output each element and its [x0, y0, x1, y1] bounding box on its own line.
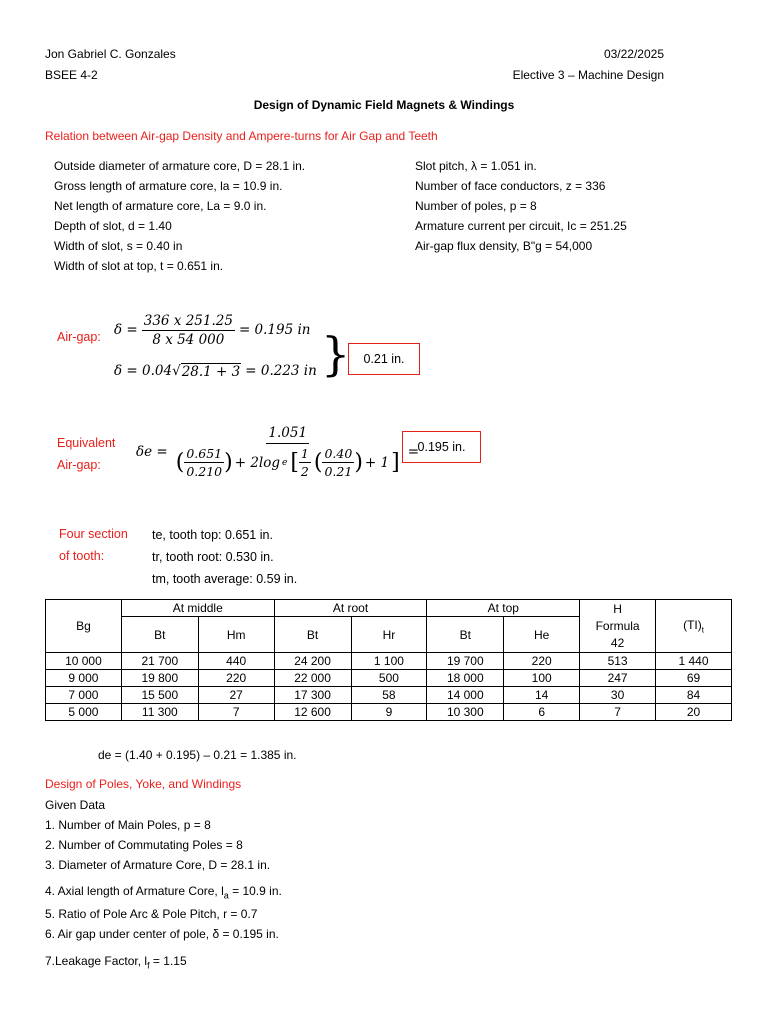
course-name: Elective 3 – Machine Design	[512, 68, 664, 82]
header-at-root: At root	[274, 600, 427, 617]
given-left-item: Net length of armature core, La = 9.0 in.	[54, 199, 267, 213]
table-cell: 6	[504, 704, 580, 721]
table-cell: 440	[198, 653, 274, 670]
given-left-item: Width of slot at top, t = 0.651 in.	[54, 259, 224, 273]
table-cell: 10 300	[427, 704, 504, 721]
subheader-hr: Hr	[351, 617, 427, 653]
table-cell: 10 000	[46, 653, 122, 670]
given-item: 1. Number of Main Poles, p = 8	[45, 818, 211, 832]
eq2-lhs: δ = 0.04	[114, 363, 173, 379]
given-right-list	[415, 156, 627, 256]
plus-one-text: + 1	[364, 454, 390, 471]
header-at-middle: At middle	[121, 600, 274, 617]
paren-open-icon: (	[175, 450, 185, 475]
given-right-item: Air-gap flux density, B"g = 54,000	[415, 239, 593, 253]
half-denominator: 2	[300, 464, 309, 479]
given-item: 2. Number of Commutating Poles = 8	[45, 838, 243, 852]
document-date: 03/22/2025	[603, 47, 664, 61]
tooth-values	[152, 524, 297, 590]
paren-open-icon: (	[313, 450, 323, 475]
half-numerator: 1	[300, 446, 309, 461]
eq1-denominator: 8 x 54 000	[152, 331, 225, 348]
table-cell: 500	[351, 670, 427, 687]
f2-denominator: 0.21	[324, 464, 353, 479]
header-ti	[656, 600, 732, 653]
equiv-airgap-equation	[136, 424, 419, 480]
table-cell: 100	[504, 670, 580, 687]
plus-log-text: + 2log	[234, 454, 280, 471]
eq2-rhs: = 0.223 in	[245, 363, 317, 379]
table-cell: 14	[504, 687, 580, 704]
tooth-average-line: tm, tooth average: 0.59 in.	[152, 572, 298, 586]
table-cell: 18 000	[427, 670, 504, 687]
tooth-label-2: of tooth:	[59, 549, 105, 563]
subheader-bt: Bt	[274, 617, 351, 653]
table-cell: 11 300	[121, 704, 198, 721]
tooth-top-line: te, tooth top: 0.651 in.	[152, 528, 273, 542]
item7-text: 7.Leakage Factor, l	[45, 954, 148, 968]
table-cell: 20	[656, 704, 732, 721]
equiv-equals: =	[407, 444, 420, 460]
table-cell: 1 440	[656, 653, 732, 670]
given-item: 6. Air gap under center of pole, δ = 0.195 in.	[45, 927, 279, 941]
eq2-radicand: 28.1 + 3	[181, 363, 241, 380]
airgap-label: Air-gap:	[57, 330, 101, 344]
item7-value: = 1.15	[149, 954, 187, 968]
given-left-item: Depth of slot, d = 1.40	[54, 219, 172, 233]
table-cell: 69	[656, 670, 732, 687]
header-at-top: At top	[427, 600, 580, 617]
section-code: BSEE 4-2	[45, 68, 98, 82]
paren-close-icon: )	[224, 450, 233, 475]
given-left-item: Outside diameter of armature core, D = 28.1 in.	[54, 159, 306, 173]
table-cell: 84	[656, 687, 732, 704]
airgap-result-box: 0.21 in.	[348, 343, 420, 375]
equiv-denominator	[174, 444, 402, 479]
item7-subscript: f	[147, 960, 150, 971]
given-data-list	[45, 815, 270, 875]
eq1-rhs: = 0.195 in	[238, 322, 311, 338]
table-cell: 12 600	[274, 704, 351, 721]
given-item-4	[45, 884, 282, 900]
item4-subscript: a	[223, 890, 229, 901]
tooth-label-1: Four section	[59, 527, 128, 541]
document-title: Design of Dynamic Field Magnets & Windings	[253, 98, 515, 112]
equiv-lhs: δe =	[136, 444, 168, 460]
given-item: 5. Ratio of Pole Arc & Pole Pitch, r = 0.7	[45, 907, 258, 921]
section2-heading: Design of Poles, Yoke, and Windings	[45, 777, 242, 791]
table-cell: 17 300	[274, 687, 351, 704]
h-formula-line: Formula	[595, 618, 640, 633]
table-cell: 247	[580, 670, 656, 687]
curly-brace-icon: }	[321, 327, 351, 381]
table-row	[46, 687, 732, 704]
section1-heading: Relation between Air-gap Density and Ampere-turns for Air Gap and Teeth	[45, 129, 438, 143]
table-cell: 220	[504, 653, 580, 670]
item4-text: 4. Axial length of Armature Core, l	[45, 884, 224, 898]
table-row	[46, 704, 732, 721]
eq1-fraction	[142, 313, 235, 348]
given-right-item: Slot pitch, λ = 1.051 in.	[415, 159, 537, 173]
subheader-he: He	[504, 617, 580, 653]
equiv-airgap-result-box: 0.195 in.	[402, 431, 481, 463]
f2-numerator: 0.40	[324, 446, 353, 461]
given-left-item: Gross length of armature core, la = 10.9 in.	[54, 179, 283, 193]
table-cell: 19 700	[427, 653, 504, 670]
given-right-item: Armature current per circuit, Ic = 251.25	[415, 219, 627, 233]
table-cell: 7	[580, 704, 656, 721]
table-cell: 14 000	[427, 687, 504, 704]
f1-denominator: 0.210	[186, 464, 223, 479]
h-formula-line: 42	[610, 635, 625, 650]
table-cell: 7	[198, 704, 274, 721]
table-cell: 19 800	[121, 670, 198, 687]
given-left-list	[54, 156, 305, 276]
table-row	[46, 653, 732, 670]
equiv-airgap-label-1: Equivalent	[57, 436, 116, 450]
table-cell: 21 700	[121, 653, 198, 670]
table-cell: 22 000	[274, 670, 351, 687]
header-h-formula	[580, 600, 656, 653]
table-cell: 9	[351, 704, 427, 721]
table-cell: 58	[351, 687, 427, 704]
table-cell: 5 000	[46, 704, 122, 721]
given-data-list-2	[45, 904, 279, 944]
table-cell: 7 000	[46, 687, 122, 704]
given-right-item: Number of face conductors, z = 336	[415, 179, 606, 193]
table-cell: 9 000	[46, 670, 122, 687]
subheader-bt: Bt	[427, 617, 504, 653]
paren-close-icon: )	[354, 450, 363, 475]
subheader-bt: Bt	[121, 617, 198, 653]
bracket-open-icon: [	[290, 450, 299, 475]
equiv-fraction	[174, 425, 402, 479]
header-bg: Bg	[46, 600, 122, 653]
airgap-equation-1	[114, 310, 311, 350]
f2-fraction	[322, 446, 354, 479]
given-item-7	[45, 954, 187, 970]
subheader-hm: Hm	[198, 617, 274, 653]
h-formula-line: H	[613, 601, 622, 616]
equiv-numerator: 1.051	[266, 425, 309, 444]
table-cell: 513	[580, 653, 656, 670]
eq1-lhs: δ =	[114, 322, 138, 338]
table-header-row	[46, 600, 732, 617]
given-data-label: Given Data	[45, 798, 106, 812]
given-left-item: Width of slot, s = 0.40 in	[54, 239, 183, 253]
table-cell: 15 500	[121, 687, 198, 704]
f1-fraction	[184, 446, 224, 479]
given-right-item: Number of poles, p = 8	[415, 199, 537, 213]
table-row	[46, 670, 732, 687]
flux-density-table	[45, 599, 732, 721]
ti-subscript: t	[701, 625, 704, 635]
sqrt-icon: √	[172, 363, 181, 379]
log-base: e	[282, 457, 288, 468]
tooth-root-line: tr, tooth root: 0.530 in.	[152, 550, 274, 564]
ti-text: (TI)	[683, 617, 702, 632]
table-cell: 220	[198, 670, 274, 687]
item4-value: = 10.9 in.	[228, 884, 282, 898]
airgap-equation-2	[114, 360, 317, 382]
author-name: Jon Gabriel C. Gonzales	[45, 47, 176, 61]
given-item: 3. Diameter of Armature Core, D = 28.1 in.	[45, 858, 271, 872]
bracket-close-icon: ]	[391, 450, 400, 475]
de-equation: de = (1.40 + 0.195) – 0.21 = 1.385 in.	[98, 748, 297, 762]
table-cell: 24 200	[274, 653, 351, 670]
eq1-numerator: 336 x 251.25	[143, 312, 233, 329]
half-fraction	[299, 446, 311, 479]
table-cell: 30	[580, 687, 656, 704]
equiv-airgap-label-2: Air-gap:	[57, 458, 101, 472]
table-cell: 27	[198, 687, 274, 704]
f1-numerator: 0.651	[186, 446, 223, 461]
table-cell: 1 100	[351, 653, 427, 670]
